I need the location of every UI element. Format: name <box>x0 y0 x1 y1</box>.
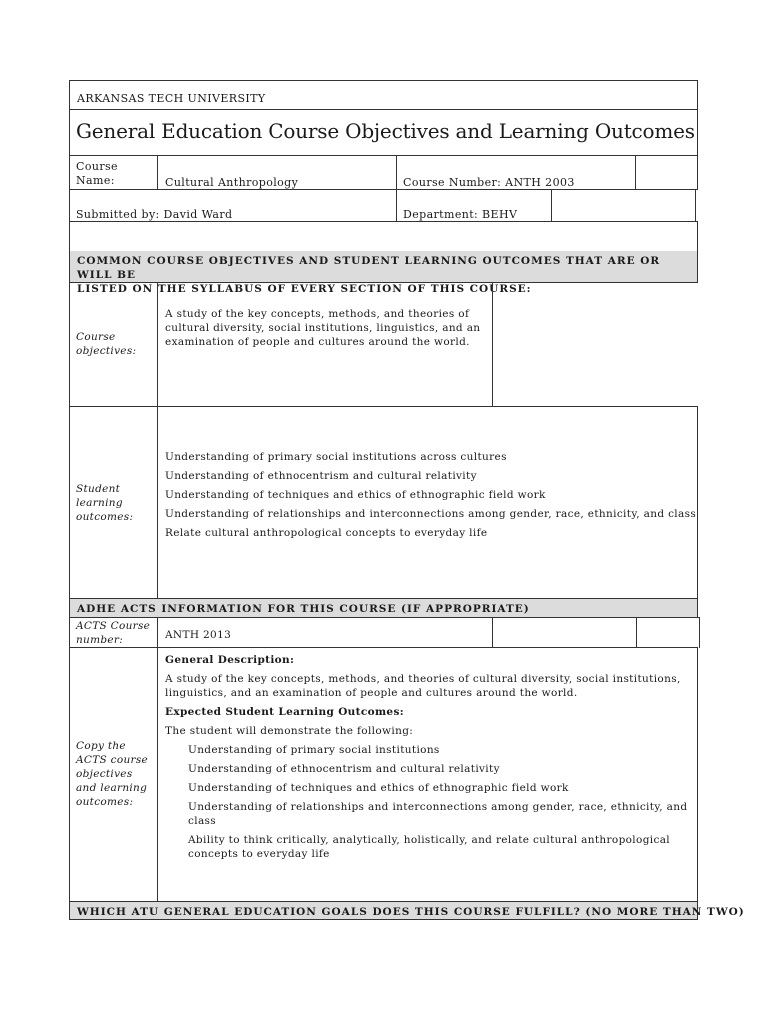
objectives-label-divider <box>157 282 158 407</box>
acts-content: General Description: A study of the key concepts, methods, and theories of cultural diversity, social institutions, linguistics, and an examination of people and cultures around the world. Expected Student Learning Outcomes: The student will demonstrate the following: Understanding of primary social institutions Understanding of ethnocentrism and cultural relativity Understanding of techniques and ethics of ethnographic field work Understanding of relationships and interconnections among gender, race, ethnicity, and class Ability to think critically, analytically, holistically, and relate cultural anthropological concepts to everyday life <box>165 653 695 861</box>
course-number-divider <box>396 155 397 190</box>
acts-extra-cell <box>636 617 700 648</box>
list-item: Understanding of relationships and interconnections among gender, race, ethnicity, and class <box>165 508 697 520</box>
acts-number-row <box>69 617 698 648</box>
adhe-section-heading: ADHE ACTS INFORMATION FOR THIS COURSE (IF APPROPRIATE) <box>69 598 698 618</box>
objectives-label: Course objectives: <box>76 331 137 357</box>
university-header-cell <box>69 80 698 110</box>
submitted-by: Submitted by: David Ward <box>76 208 233 221</box>
department-extra-cell <box>551 189 696 222</box>
course-name-divider <box>157 155 158 190</box>
expected-outcomes-heading: Expected Student Learning Outcomes: <box>165 706 404 718</box>
list-item: Understanding of techniques and ethics of ethnographic field work <box>188 782 569 794</box>
outcomes-label-divider <box>157 406 158 599</box>
department-divider <box>396 189 397 222</box>
course-extra-divider <box>635 155 636 190</box>
list-item: Understanding of techniques and ethics of ethnographic field work <box>165 489 546 501</box>
acts-mid-divider <box>492 617 493 648</box>
list-item: Relate cultural anthropological concepts to everyday life <box>165 527 488 539</box>
acts-copy-divider <box>157 647 158 902</box>
list-item: Understanding of primary social institutions <box>188 744 440 756</box>
list-item: Understanding of ethnocentrism and cultural relativity <box>188 763 500 775</box>
outcomes-label: Student learning outcomes: <box>76 483 134 523</box>
objectives-right-divider <box>492 282 493 407</box>
course-number: Course Number: ANTH 2003 <box>403 176 575 189</box>
course-name-value: Cultural Anthropology <box>165 176 299 189</box>
course-name-label: Course Name: <box>76 160 118 187</box>
university-name: ARKANSAS TECH UNIVERSITY <box>77 92 266 105</box>
page-title: General Education Course Objectives and Learning Outcomes <box>76 119 695 143</box>
list-item: Ability to think critically, analytically, holistically, and relate cultural anthropological <box>188 834 671 846</box>
course-name-row <box>69 155 698 190</box>
spacer-row <box>69 221 698 252</box>
outcomes-list <box>165 450 695 540</box>
acts-copy-label: Copy the ACTS course objectives and learning outcomes: <box>76 740 149 808</box>
list-item: Understanding of primary social institutions across cultures <box>165 451 507 463</box>
title-cell <box>69 109 698 156</box>
acts-label-divider <box>157 617 158 648</box>
list-item: Understanding of ethnocentrism and cultural relativity <box>165 470 477 482</box>
objectives-text: A study of the key concepts, methods, and theories of cultural diversity, social institutions, linguistics, and an examination of people and cultures around the world. <box>165 308 481 348</box>
general-description-heading: General Description: <box>165 654 295 666</box>
list-item: Understanding of relationships and interconnections among gender, race, ethnicity, and <box>188 801 688 813</box>
acts-number-value: ANTH 2013 <box>165 629 232 641</box>
goals-section-heading: WHICH ATU GENERAL EDUCATION GOALS DOES THIS COURSE FULFILL? (NO MORE THAN TWO) <box>69 901 698 920</box>
acts-number-label: ACTS Course number: <box>76 620 151 646</box>
common-section-heading: COMMON COURSE OBJECTIVES AND STUDENT LEARNING OUTCOMES THAT ARE OR WILL BE LISTED ON THE SYLLABUS OF EVERY SECTION OF THIS COURSE: <box>69 251 698 283</box>
department: Department: BEHV <box>403 208 518 221</box>
